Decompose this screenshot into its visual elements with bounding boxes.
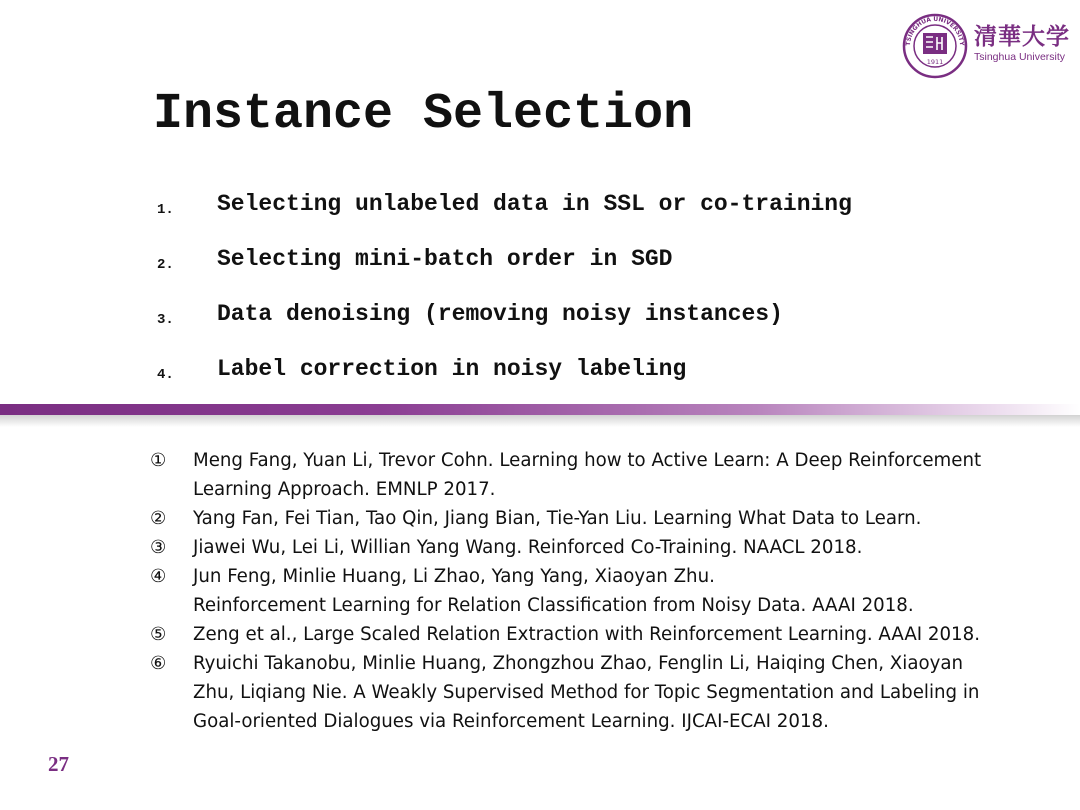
seal-ring-text: TSINGHUA UNIVERSITY bbox=[904, 15, 966, 47]
divider-shadow bbox=[0, 415, 1080, 427]
university-seal-icon bbox=[902, 13, 968, 79]
list-item bbox=[155, 190, 1035, 245]
reference-line: Goal-oriented Dialogues via Reinforcement Learning. IJCAI-ECAI 2018. bbox=[193, 711, 829, 732]
list-item-number: 4. bbox=[157, 367, 174, 383]
reference-marker: ⑥ bbox=[150, 653, 167, 674]
list-item-text: Selecting unlabeled data in SSL or co-training bbox=[217, 191, 852, 217]
list-item-text: Label correction in noisy labeling bbox=[217, 356, 687, 382]
reference-item bbox=[150, 649, 1050, 736]
reference-line: Ryuichi Takanobu, Minlie Huang, Zhongzhou Zhao, Fenglin Li, Haiqing Chen, Xiaoyan bbox=[193, 653, 964, 674]
tsinghua-logo bbox=[902, 13, 1070, 79]
reference-line: Jun Feng, Minlie Huang, Li Zhao, Yang Yang, Xiaoyan Zhu. bbox=[193, 566, 715, 587]
reference-line: Jiawei Wu, Lei Li, Willian Yang Wang. Reinforced Co-Training. NAACL 2018. bbox=[193, 537, 863, 558]
list-item-number: 3. bbox=[157, 312, 174, 328]
topic-list bbox=[155, 190, 1035, 410]
reference-item bbox=[150, 504, 1050, 533]
reference-item bbox=[150, 446, 1050, 504]
reference-item bbox=[150, 533, 1050, 562]
reference-list bbox=[150, 446, 1050, 736]
list-item-text: Data denoising (removing noisy instances) bbox=[217, 301, 783, 327]
page-number: 27 bbox=[48, 752, 69, 776]
reference-line: Zhu, Liqiang Nie. A Weakly Supervised Method for Topic Segmentation and Labeling in bbox=[193, 682, 980, 703]
seal-year: 1911 bbox=[926, 58, 944, 66]
reference-marker: ① bbox=[150, 450, 167, 471]
reference-line: Yang Fan, Fei Tian, Tao Qin, Jiang Bian, Tie-Yan Liu. Learning What Data to Learn. bbox=[193, 508, 922, 529]
list-item bbox=[155, 300, 1035, 355]
reference-marker: ③ bbox=[150, 537, 167, 558]
list-item bbox=[155, 355, 1035, 410]
university-wordmark: 清華大学 bbox=[974, 23, 1070, 50]
slide-title: Instance Selection bbox=[153, 86, 694, 143]
reference-item bbox=[150, 562, 1050, 620]
reference-line: Zeng et al., Large Scaled Relation Extraction with Reinforcement Learning. AAAI 2018. bbox=[193, 624, 980, 645]
reference-line: Learning Approach. EMNLP 2017. bbox=[193, 479, 496, 500]
reference-line: Meng Fang, Yuan Li, Trevor Cohn. Learning how to Active Learn: A Deep Reinforcement bbox=[193, 450, 982, 471]
university-name: Tsinghua University bbox=[974, 51, 1066, 63]
reference-line: Reinforcement Learning for Relation Classification from Noisy Data. AAAI 2018. bbox=[193, 595, 914, 616]
reference-marker: ④ bbox=[150, 566, 167, 587]
list-item-number: 2. bbox=[157, 257, 174, 273]
section-divider bbox=[0, 404, 1080, 415]
list-item bbox=[155, 245, 1035, 300]
list-item-number: 1. bbox=[157, 202, 174, 218]
reference-marker: ⑤ bbox=[150, 624, 167, 645]
reference-item bbox=[150, 620, 1050, 649]
reference-marker: ② bbox=[150, 508, 167, 529]
list-item-text: Selecting mini-batch order in SGD bbox=[217, 246, 673, 272]
